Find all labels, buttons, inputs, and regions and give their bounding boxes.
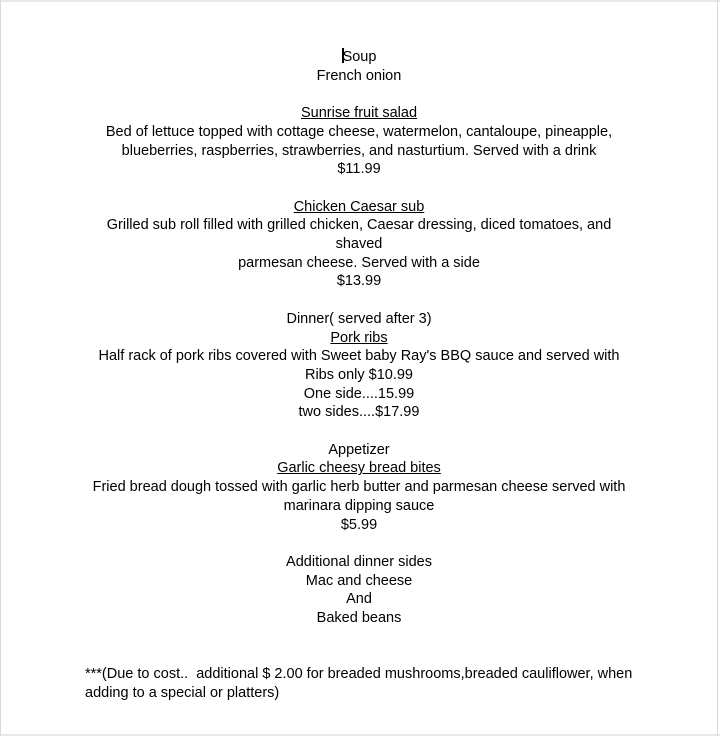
menu-text-line[interactable]	[85, 497, 633, 516]
blank-line[interactable]	[85, 646, 633, 665]
blank-line[interactable]	[85, 422, 633, 441]
menu-text-line[interactable]	[85, 385, 633, 404]
line-text: Chicken Caesar sub	[293, 198, 425, 215]
menu-text-line[interactable]	[85, 67, 633, 86]
line-text: $5.99	[340, 516, 378, 533]
line-text: French onion	[316, 67, 402, 84]
blank-line[interactable]	[85, 291, 633, 310]
line-text: marinara dipping sauce	[283, 497, 435, 514]
document-page[interactable]	[1, 2, 717, 734]
blank-line[interactable]	[85, 179, 633, 198]
menu-text-line[interactable]	[85, 553, 633, 572]
page-edge-right	[717, 0, 718, 736]
line-text: One side....15.99	[303, 385, 415, 402]
blank-line[interactable]	[85, 85, 633, 104]
menu-text-line[interactable]	[85, 684, 633, 703]
blank-line[interactable]	[85, 534, 633, 553]
line-text: blueberries, raspberries, strawberries, and nasturtium. Served with a drink	[121, 142, 597, 159]
line-text: Fried bread dough tossed with garlic herb butter and parmesan cheese served with	[92, 479, 626, 496]
menu-text-line[interactable]	[85, 216, 633, 253]
blank-line[interactable]	[85, 628, 633, 647]
line-text: Sunrise fruit salad	[300, 105, 418, 122]
line-text: Baked beans	[316, 610, 402, 627]
menu-text-line[interactable]	[85, 590, 633, 609]
menu-text-line[interactable]	[85, 478, 633, 497]
line-text: two sides....$17.99	[298, 404, 420, 421]
menu-item-name[interactable]	[85, 198, 633, 217]
menu-text-line[interactable]	[85, 310, 633, 329]
menu-text-line[interactable]	[85, 123, 633, 142]
line-text: adding to a special or platters)	[85, 684, 280, 701]
line-text: Appetizer	[328, 441, 390, 458]
line-text: ***(Due to cost.. additional $ 2.00 for breaded mushrooms,breaded cauliflower, when	[85, 666, 633, 683]
menu-text-line[interactable]	[85, 142, 633, 161]
menu-text-line[interactable]	[85, 572, 633, 591]
line-text: Garlic cheesy bread bites	[277, 460, 441, 477]
line-text: Ribs only $10.99	[304, 366, 413, 383]
menu-text-line[interactable]	[85, 254, 633, 273]
line-text: Grilled sub roll filled with grilled chicken, Caesar dressing, diced tomatoes, and shaved	[106, 217, 616, 252]
line-text: $11.99	[337, 161, 381, 178]
menu-text-line[interactable]	[85, 665, 633, 684]
menu-text-line[interactable]	[85, 48, 633, 67]
line-text: And	[346, 591, 372, 608]
line-text: Dinner( served after 3)	[286, 310, 432, 327]
menu-item-name[interactable]	[85, 104, 633, 123]
line-text: Additional dinner sides	[286, 553, 432, 570]
menu-text-line[interactable]	[85, 366, 633, 385]
menu-text-line[interactable]	[85, 347, 633, 366]
line-text: Half rack of pork ribs covered with Sweet baby Ray's BBQ sauce and served with	[98, 348, 620, 365]
menu-item-name[interactable]	[85, 459, 633, 478]
line-text: Soup	[342, 49, 377, 65]
menu-text-line[interactable]	[85, 441, 633, 460]
line-text: Mac and cheese	[305, 572, 413, 589]
menu-item-name[interactable]	[85, 329, 633, 348]
menu-text-line[interactable]	[85, 272, 633, 291]
line-text: parmesan cheese. Served with a side	[238, 254, 480, 271]
menu-text-line[interactable]	[85, 160, 633, 179]
line-text: $13.99	[336, 273, 382, 290]
line-text: Pork ribs	[330, 329, 388, 346]
menu-text-line[interactable]	[85, 516, 633, 535]
menu-text-line[interactable]	[85, 609, 633, 628]
line-text: Bed of lettuce topped with cottage cheese, watermelon, cantaloupe, pineapple,	[105, 123, 613, 140]
menu-text-line[interactable]	[85, 403, 633, 422]
